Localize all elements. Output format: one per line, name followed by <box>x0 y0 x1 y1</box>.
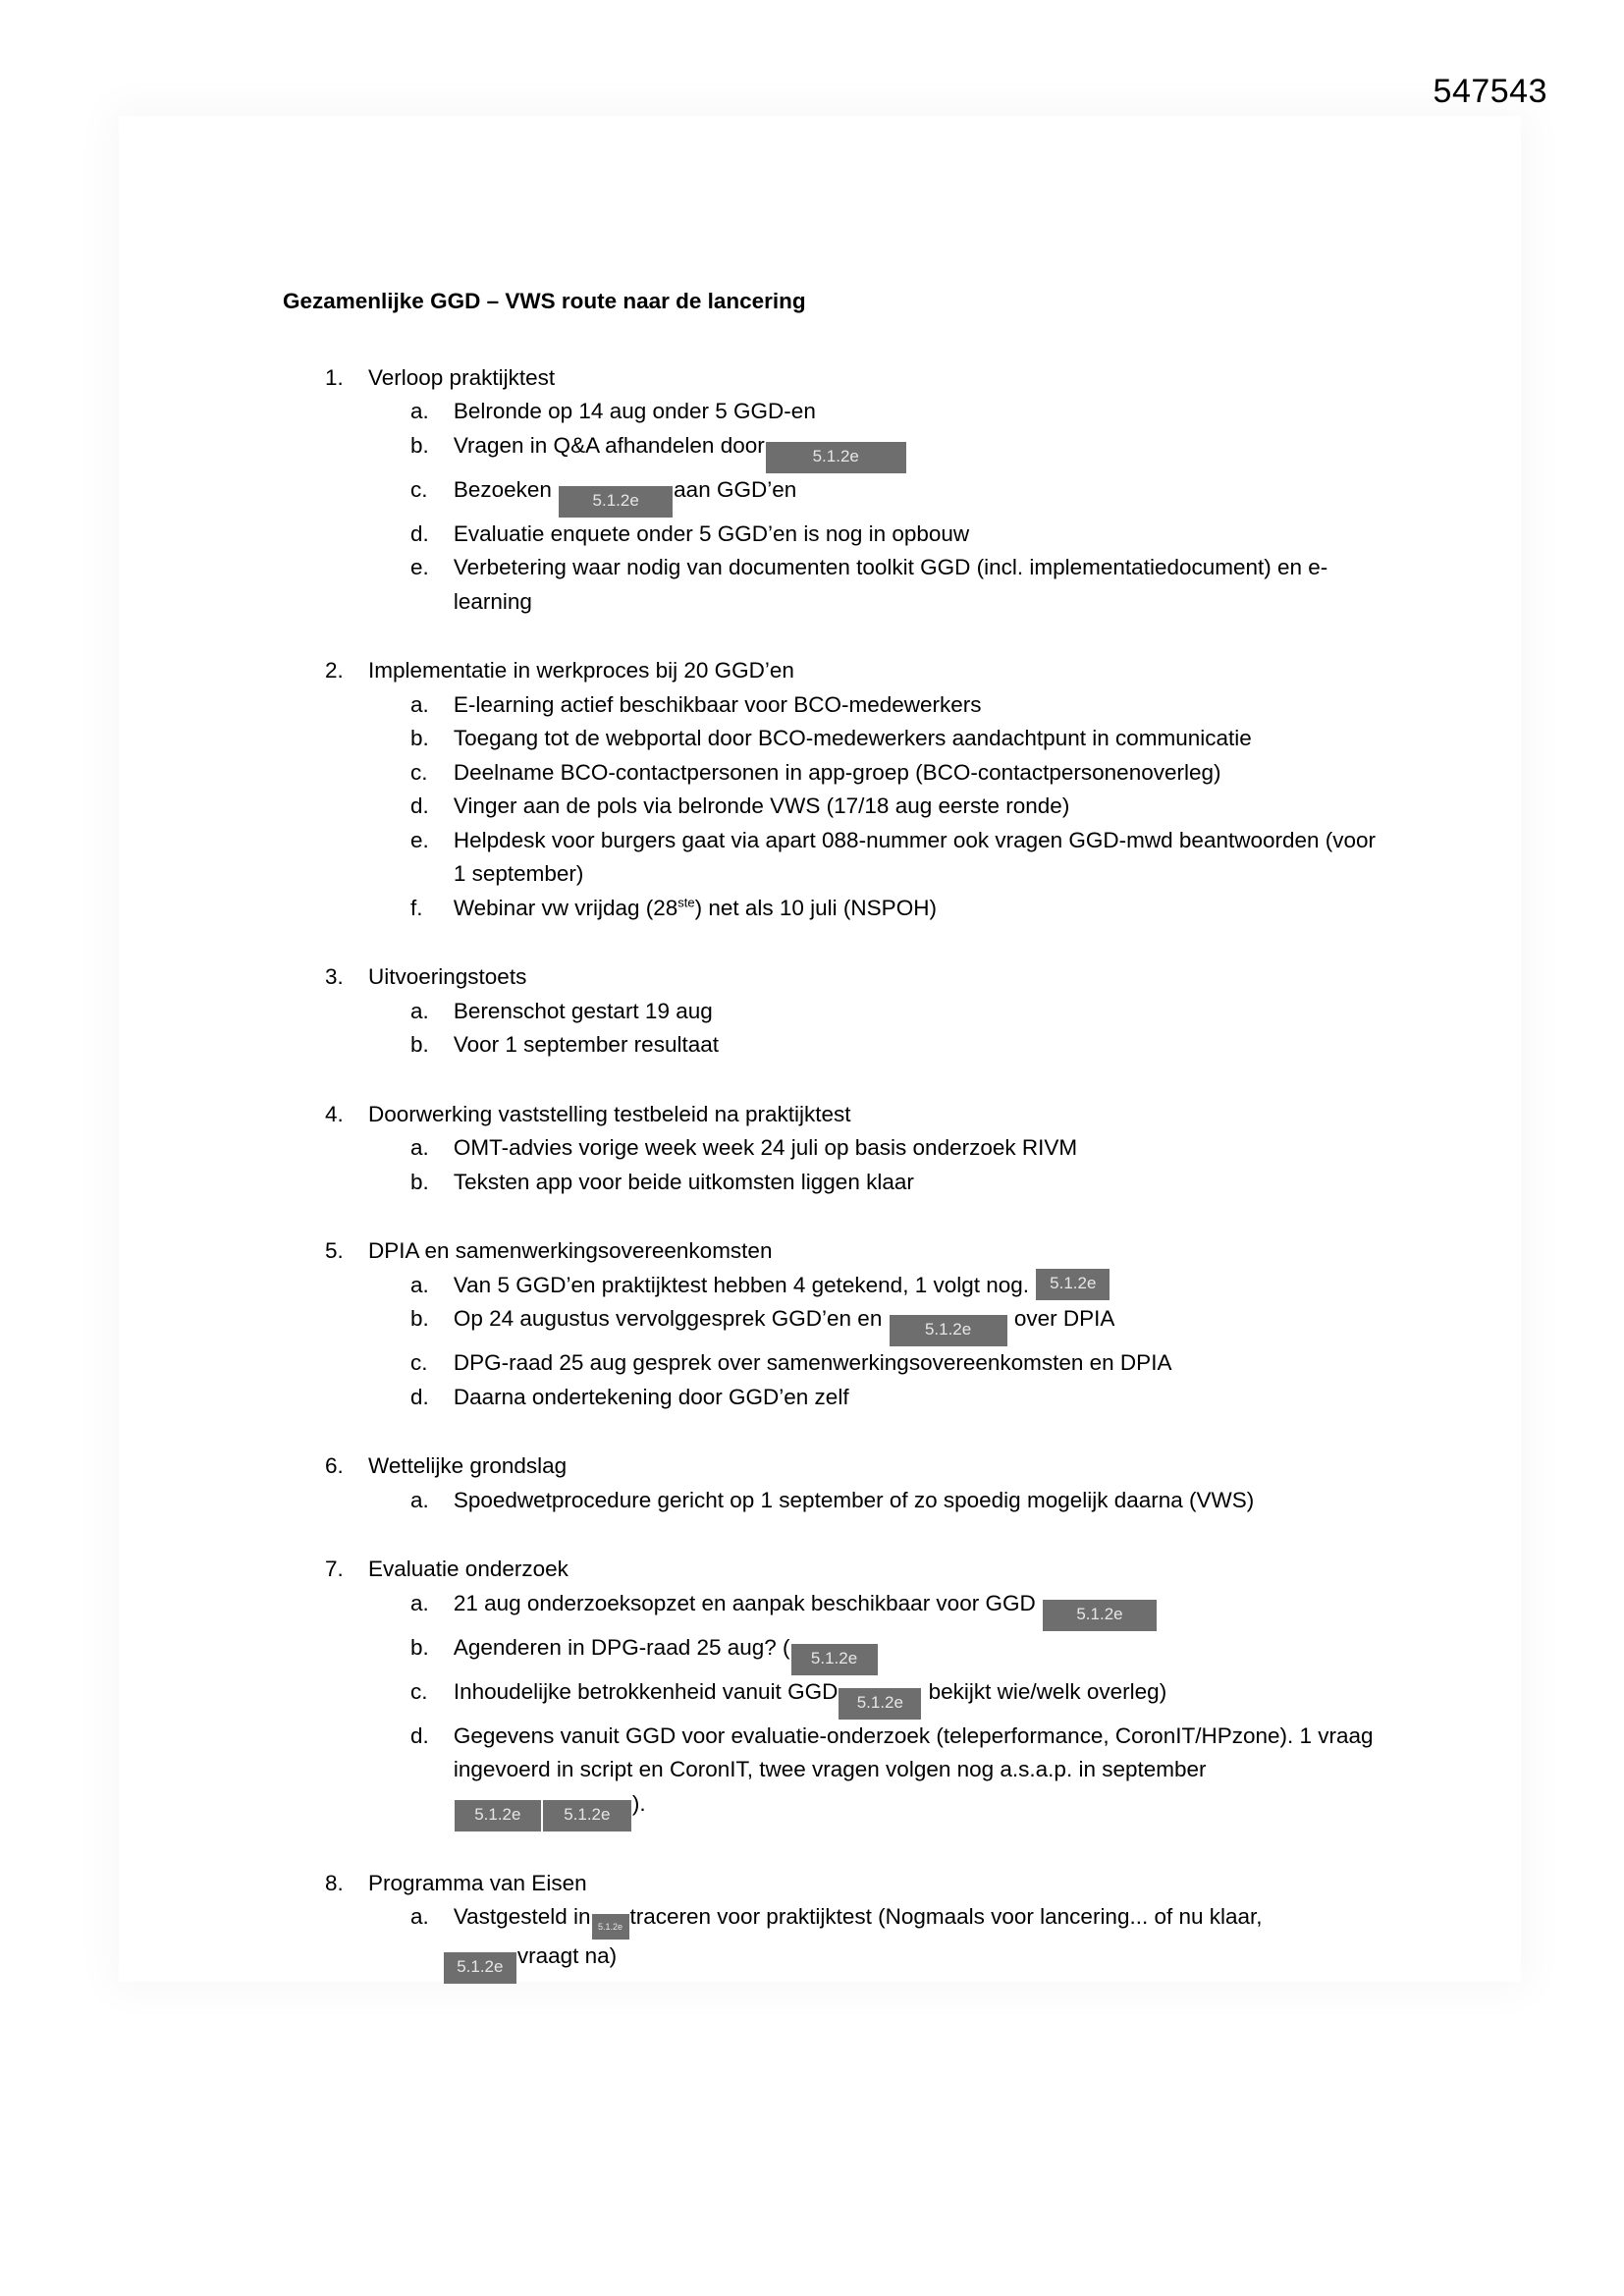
item-letter: b. <box>410 1169 429 1194</box>
item-text-wrap <box>454 892 1382 926</box>
item-letter: b. <box>410 432 429 458</box>
section-3 <box>283 960 1382 1063</box>
item-text: Op 24 augustus vervolggesprek GGD’en en <box>453 1306 883 1331</box>
item-letter: b. <box>410 1634 429 1660</box>
redaction-block: 5.1.2e <box>839 1688 921 1720</box>
section-number: 6. <box>325 1453 344 1478</box>
redaction-block: 5.1.2e <box>1043 1600 1157 1631</box>
item-letter: a. <box>410 1904 429 1929</box>
item-text: Voor 1 september resultaat <box>453 1032 719 1057</box>
item-text-after: ). <box>631 1790 646 1816</box>
section-title: Doorwerking vaststelling testbeleid na praktijktest <box>368 1101 851 1126</box>
item-letter: a. <box>410 399 429 423</box>
section-title: Programma van Eisen <box>368 1870 587 1895</box>
section-title: Uitvoeringstoets <box>368 964 527 989</box>
item-text: OMT-advies vorige week week 24 juli op basis onderzoek RIVM <box>453 1135 1078 1160</box>
section-4 <box>283 1098 1382 1200</box>
section-2 <box>283 654 1382 925</box>
item-letter: a. <box>410 1135 429 1160</box>
section-5 <box>283 1234 1382 1414</box>
section-heading <box>283 654 1382 688</box>
item-text-after: bekijkt wie/welk overleg) <box>928 1678 1167 1704</box>
item-text: Helpdesk voor burgers gaat via apart 088-nummer ook vragen GGD-mwd beantwoorden (voor 1 september) <box>453 827 1377 886</box>
section-number: 4. <box>325 1101 344 1126</box>
item-text: Berenschot gestart 19 aug <box>453 998 713 1023</box>
item-letter: a. <box>410 998 429 1023</box>
section-number: 7. <box>325 1557 344 1581</box>
section-title: Evaluatie onderzoek <box>368 1557 568 1581</box>
section-title: Wettelijke grondslag <box>368 1453 568 1478</box>
document-number: 547543 <box>1433 73 1547 110</box>
section-heading <box>283 960 1382 995</box>
section-number: 2. <box>325 658 344 683</box>
page-title: Gezamenlijke GGD – VWS route naar de lancering <box>283 289 806 313</box>
section-1 <box>283 361 1382 620</box>
section-number: 1. <box>325 364 344 390</box>
item-text: E-learning actief beschikbaar voor BCO-medewerkers <box>453 691 982 717</box>
item-text: 21 aug onderzoeksopzet en aanpak beschikbaar voor GGD <box>453 1590 1036 1615</box>
item-letter: e. <box>410 827 429 852</box>
item-text: DPG-raad 25 aug gesprek over samenwerkingsovereenkomsten en DPIA <box>453 1350 1172 1375</box>
superscript: ste <box>677 895 695 909</box>
item-letter: c. <box>410 1350 428 1375</box>
redaction-block: 5.1.2e <box>592 1914 629 1940</box>
item-text-after: aan GGD’en <box>674 476 797 502</box>
section-heading <box>283 1449 1382 1484</box>
item-letter: c. <box>410 1678 428 1704</box>
item-letter: a. <box>410 1487 429 1512</box>
item-letter: e. <box>410 555 429 579</box>
item-text: Webinar vw vrijdag (28 <box>453 895 678 920</box>
item-letter: d. <box>410 1722 429 1748</box>
section-heading <box>283 361 1382 396</box>
item-text-wrap <box>454 1675 1382 1720</box>
item-letter: b. <box>410 1032 429 1057</box>
list-item <box>283 756 1382 791</box>
section-heading <box>283 1234 1382 1269</box>
item-text: Daarna ondertekening door GGD’en zelf <box>453 1384 849 1409</box>
list-item <box>283 1269 1382 1303</box>
list-item <box>283 1166 1382 1200</box>
item-text-wrap <box>454 473 1382 518</box>
item-text: Toegang tot de webportal door BCO-medewerkers aandachtpunt in communicatie <box>453 726 1252 750</box>
item-text: Belronde op 14 aug onder 5 GGD-en <box>453 399 816 423</box>
section-number: 5. <box>325 1238 344 1263</box>
section-heading <box>283 1867 1382 1901</box>
section-8 <box>283 1867 1382 1985</box>
item-text: Vinger aan de pols via belronde VWS (17/18 aug eerste ronde) <box>453 793 1070 818</box>
list-item <box>283 1587 1382 1631</box>
item-letter: c. <box>410 476 428 502</box>
list-item <box>283 473 1382 518</box>
item-text: Inhoudelijke betrokkenheid vanuit GGD <box>453 1678 839 1704</box>
list-item <box>283 551 1382 619</box>
item-text-wrap <box>454 1631 1382 1675</box>
item-text-wrap <box>454 1269 1382 1303</box>
item-letter: c. <box>410 759 428 785</box>
redaction-block: 5.1.2e <box>444 1952 516 1984</box>
list-item <box>283 518 1382 552</box>
list-item <box>283 395 1382 429</box>
item-text: Gegevens vanuit GGD voor evaluatie-onderzoek (teleperformance, CoronIT/HPzone). 1 vraag ingevoerd in script en CoronIT, twee vragen volgen nog a.s.a.p. in september <box>453 1722 1374 1781</box>
list-item <box>283 1631 1382 1675</box>
redaction-block: 5.1.2e <box>559 486 673 518</box>
item-text: Agenderen in DPG-raad 25 aug? ( <box>453 1634 790 1660</box>
item-text: Bezoeken <box>453 476 552 502</box>
item-text: Verbetering waar nodig van documenten toolkit GGD (incl. implementatiedocument) en e-learning <box>453 555 1328 614</box>
list-item <box>283 722 1382 756</box>
item-text-wrap <box>454 1720 1382 1831</box>
item-text: Vastgesteld in <box>453 1904 591 1929</box>
list-item <box>283 429 1382 473</box>
item-letter: a. <box>410 1272 429 1297</box>
item-text-wrap <box>454 429 1382 473</box>
section-number: 8. <box>325 1870 344 1895</box>
item-letter: d. <box>410 1384 429 1409</box>
list-item <box>283 790 1382 824</box>
redaction-block: 5.1.2e <box>543 1800 631 1831</box>
section-7 <box>283 1553 1382 1831</box>
list-item <box>283 1131 1382 1166</box>
redaction-block: 5.1.2e <box>890 1315 1007 1346</box>
item-text-wrap <box>454 1900 1382 1984</box>
document-body <box>283 285 1382 2019</box>
item-letter: d. <box>410 520 429 546</box>
list-item <box>283 1028 1382 1063</box>
list-item <box>283 1346 1382 1381</box>
list-item <box>283 1675 1382 1720</box>
redaction-block: 5.1.2e <box>1036 1269 1110 1300</box>
item-letter: f. <box>410 895 423 920</box>
item-text-wrap <box>454 1587 1382 1631</box>
section-number: 3. <box>325 964 344 989</box>
item-text: Vragen in Q&A afhandelen door <box>453 432 765 458</box>
list-item <box>283 1720 1382 1831</box>
section-6 <box>283 1449 1382 1517</box>
item-text-after: vraagt na) <box>516 1943 618 1968</box>
section-title: Verloop praktijktest <box>368 364 556 390</box>
list-item <box>283 995 1382 1029</box>
list-item <box>283 1484 1382 1518</box>
item-letter: a. <box>410 1590 429 1615</box>
section-title: Implementatie in werkproces bij 20 GGD’en <box>368 658 794 683</box>
list-item <box>283 892 1382 926</box>
item-letter: a. <box>410 691 429 717</box>
item-text: Spoedwetprocedure gericht op 1 september of zo spoedig mogelijk daarna (VWS) <box>453 1487 1255 1512</box>
redaction-block: 5.1.2e <box>766 442 906 473</box>
redaction-block: 5.1.2e <box>455 1800 541 1831</box>
item-text-after: over DPIA <box>1013 1306 1115 1331</box>
section-heading <box>283 1553 1382 1587</box>
list-item <box>283 688 1382 723</box>
item-letter: b. <box>410 1306 429 1331</box>
list-item <box>283 1900 1382 1984</box>
item-letter: b. <box>410 726 429 750</box>
section-title: DPIA en samenwerkingsovereenkomsten <box>368 1238 773 1263</box>
list-item <box>283 824 1382 892</box>
list-item <box>283 1381 1382 1415</box>
section-heading <box>283 1098 1382 1132</box>
item-text: Deelname BCO-contactpersonen in app-groep (BCO-contactpersonenoverleg) <box>453 759 1221 785</box>
item-text: Teksten app voor beide uitkomsten liggen klaar <box>453 1169 914 1194</box>
item-text: Evaluatie enquete onder 5 GGD’en is nog in opbouw <box>453 520 970 546</box>
redaction-block: 5.1.2e <box>791 1644 878 1675</box>
item-letter: d. <box>410 793 429 818</box>
item-text-wrap <box>454 1302 1382 1346</box>
item-text: Van 5 GGD’en praktijktest hebben 4 getekend, 1 volgt nog. <box>453 1272 1030 1297</box>
item-text-after: ) net als 10 juli (NSPOH) <box>694 895 937 920</box>
list-item <box>283 1302 1382 1346</box>
item-text-mid: traceren voor praktijktest (Nogmaals voor lancering... of nu klaar, <box>629 1904 1263 1929</box>
